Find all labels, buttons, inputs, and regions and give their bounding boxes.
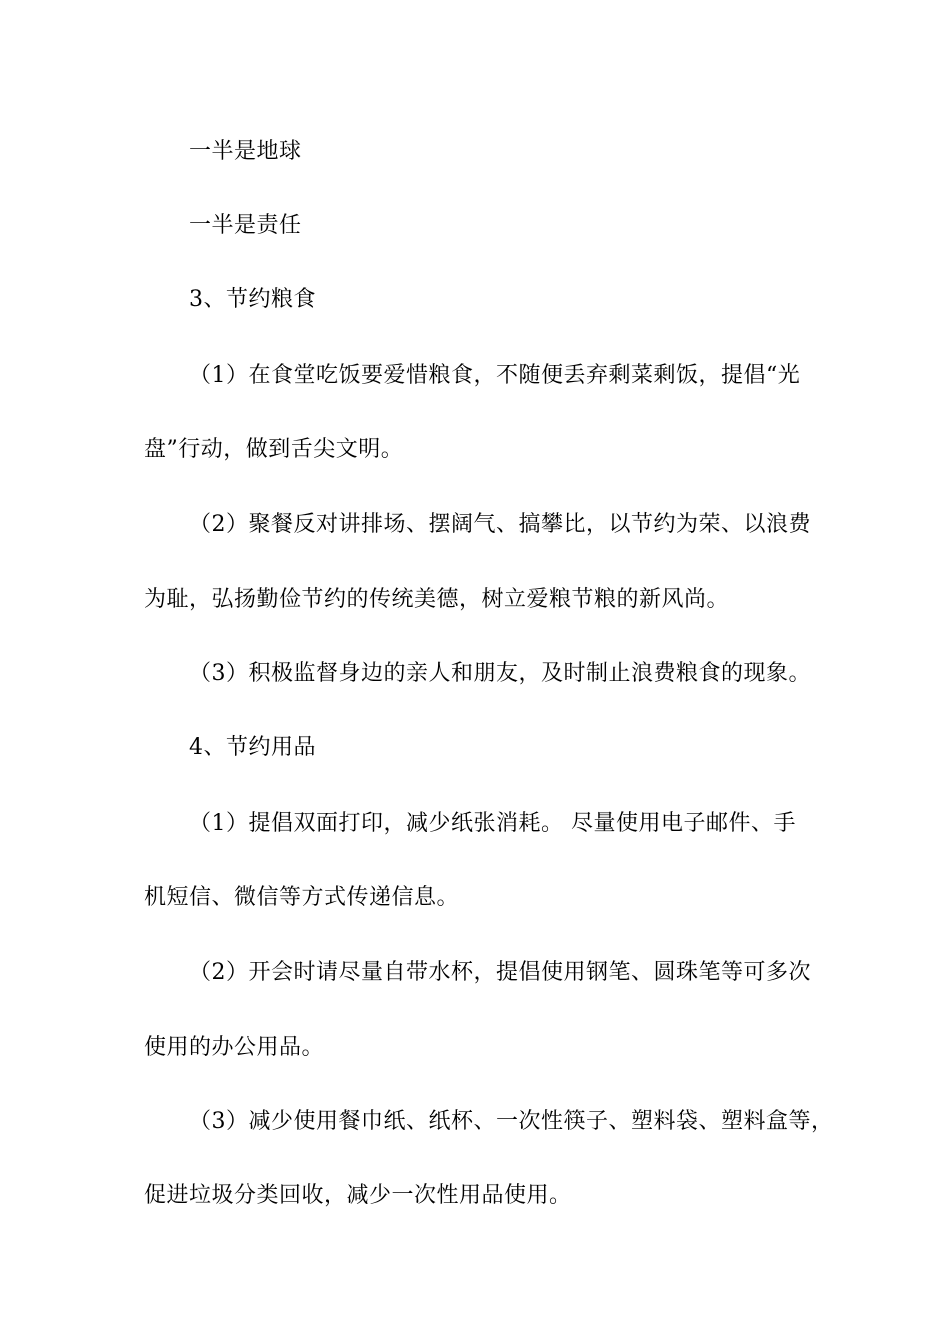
paragraph-line: 一半是地球	[189, 139, 302, 164]
paragraph-line: （3）积极监督身边的亲人和朋友，及时制止浪费粮食的现象。	[189, 661, 811, 686]
section-heading: 3、节约粮食	[189, 287, 316, 312]
paragraph-line: 使用的办公用品。	[144, 1035, 325, 1060]
paragraph-line: 为耻，弘扬勤俭节约的传统美德，树立爱粮节粮的新风尚。	[144, 587, 730, 612]
paragraph-line: 盘”行动，做到舌尖文明。	[144, 437, 404, 462]
paragraph-line: 促进垃圾分类回收，减少一次性用品使用。	[144, 1183, 572, 1208]
section-heading: 4、节约用品	[189, 735, 316, 760]
paragraph-line: （3）减少使用餐巾纸、纸杯、一次性筷子、塑料袋、塑料盒等，	[189, 1109, 834, 1134]
paragraph-line: （2）开会时请尽量自带水杯，提倡使用钢笔、圆珠笔等可多次	[189, 960, 811, 985]
paragraph-line: （1）在食堂吃饭要爱惜粮食，不随便丢弃剩菜剩饭，提倡“光	[189, 363, 801, 388]
paragraph-line: （2）聚餐反对讲排场、摆阔气、搞攀比，以节约为荣、以浪费	[189, 512, 811, 537]
paragraph-line: 一半是责任	[189, 213, 302, 238]
paragraph-line: （1）提倡双面打印，减少纸张消耗。 尽量使用电子邮件、手	[189, 811, 796, 836]
paragraph-line: 机短信、微信等方式传递信息。	[144, 885, 460, 910]
